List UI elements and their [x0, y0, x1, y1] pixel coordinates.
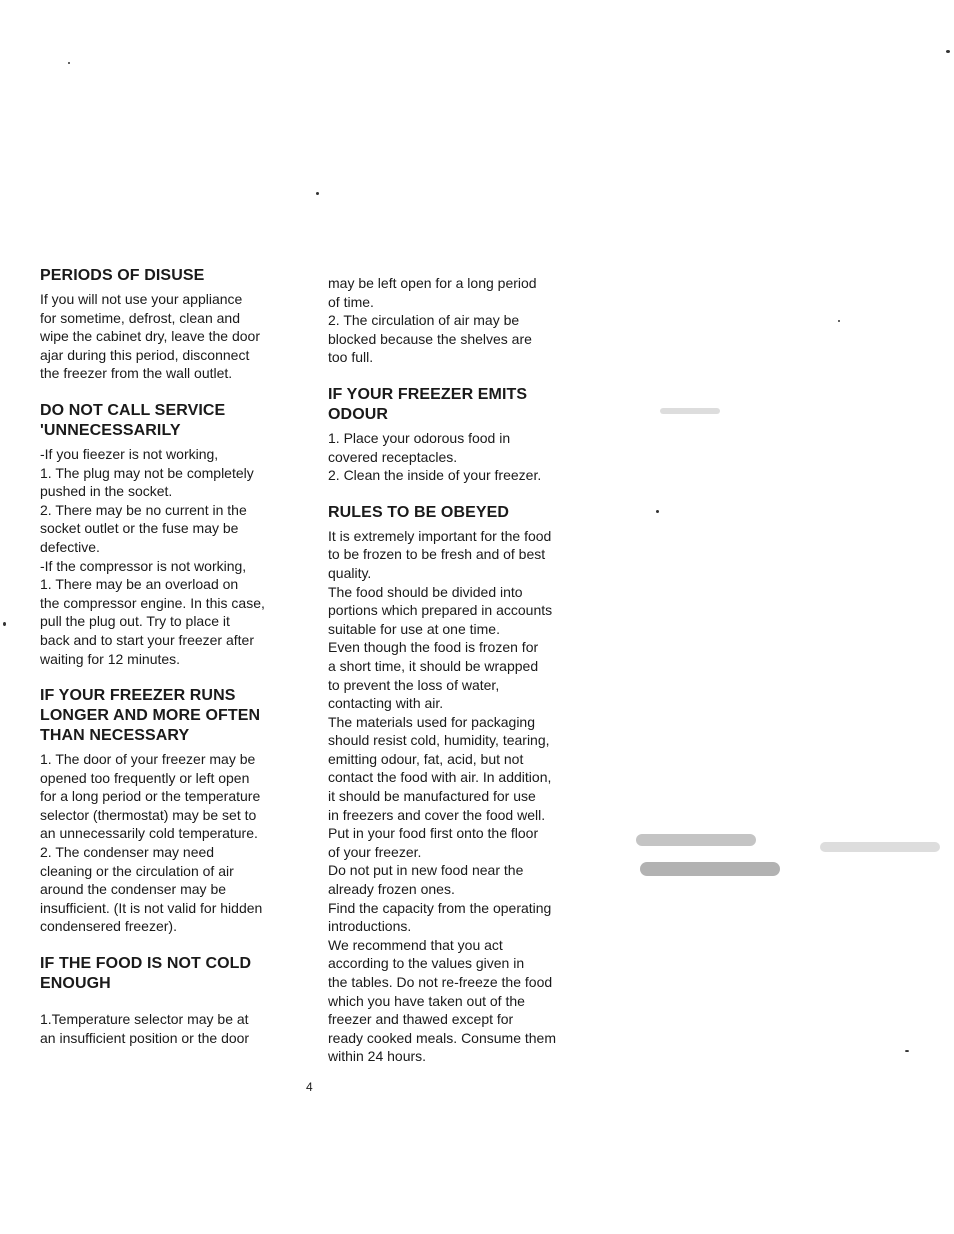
text-line: Do not put in new food near the	[328, 862, 524, 879]
text-line: socket outlet or the fuse may be	[40, 520, 239, 537]
heading-runs-longer	[40, 686, 315, 746]
text-line: which you have taken out of the	[328, 992, 525, 1009]
heading-line: 'UNNECESSARILY	[40, 421, 181, 439]
text-line: The materials used for packaging	[328, 713, 535, 730]
text-line: 1. The plug may not be completely	[40, 464, 254, 481]
heading-line: DO NOT CALL SERVICE	[40, 401, 226, 419]
heading-do-not-call-service	[40, 401, 315, 441]
text-line: If you will not use your appliance	[40, 291, 243, 307]
text-line: of your freezer.	[328, 843, 422, 860]
section-runs-longer	[40, 686, 315, 936]
text-line: 1.Temperature selector may be at	[40, 1011, 249, 1028]
text-line: -If you fieezer is not working,	[40, 445, 219, 462]
section-emits-odour	[328, 385, 598, 485]
page-number: 4	[306, 1080, 313, 1094]
text-line: insufficient. (It is not valid for hidden	[40, 899, 263, 916]
text-line: for sometime, defrost, clean and	[40, 309, 240, 326]
text-line: around the condenser may be	[40, 881, 227, 898]
text-line: contact the food with air. In addition,	[328, 769, 552, 786]
section-periods-of-disuse	[40, 266, 315, 383]
text-line: blocked because the shelves are	[328, 330, 532, 347]
section-rules	[328, 503, 598, 1066]
text-line: 1. The door of your freezer may be	[40, 751, 256, 768]
text-line: should resist cold, humidity, tearing,	[328, 732, 550, 749]
text-line: portions which prepared in accounts	[328, 602, 553, 619]
text-line: within 24 hours.	[328, 1048, 427, 1065]
heading-line: ENOUGH	[40, 975, 111, 993]
text-line: opened too frequently or left open	[40, 769, 250, 786]
text-line: 2. The circulation of air may be	[328, 312, 520, 329]
text-line: waiting for 12 minutes.	[40, 650, 181, 667]
text-line: selector (thermostat) may be set to	[40, 806, 257, 823]
text-line: quality.	[328, 564, 372, 581]
rules-body	[328, 527, 598, 1066]
text-line: Put in your food first onto the floor	[328, 825, 539, 842]
section-food-not-cold	[40, 954, 315, 1047]
text-line: ready cooked meals. Consume them	[328, 1029, 556, 1046]
text-line: We recommend that you act	[328, 936, 503, 953]
text-line: pushed in the socket.	[40, 483, 173, 500]
service-body	[40, 445, 315, 668]
text-line: 1. Place your odorous food in	[328, 429, 511, 446]
text-line: The food should be divided into	[328, 583, 523, 600]
text-line: may be left open for a long period	[328, 275, 537, 291]
text-line: 2. There may be no current in the	[40, 501, 247, 518]
text-line: introductions.	[328, 918, 412, 935]
text-line: covered receptacles.	[328, 448, 458, 465]
text-line: in freezers and cover the food well.	[328, 806, 546, 823]
text-line: defective.	[40, 538, 100, 555]
text-line: of time.	[328, 293, 374, 310]
text-line: pull the plug out. Try to place it	[40, 613, 230, 630]
text-line: Even though the food is frozen for	[328, 639, 539, 656]
heading-line: THAN NECESSARY	[40, 727, 190, 745]
text-line: to be frozen to be fresh and of best	[328, 546, 546, 563]
text-line: cleaning or the circulation of air	[40, 862, 234, 879]
heading-rules: RULES TO BE OBEYED	[328, 503, 510, 521]
text-line: wipe the cabinet dry, leave the door	[40, 328, 260, 345]
heading-line: IF THE FOOD IS NOT COLD	[40, 955, 252, 973]
section-continued	[328, 274, 598, 367]
text-line: ajar during this period, disconnect	[40, 346, 250, 363]
text-line: already frozen ones.	[328, 881, 455, 898]
middle-column	[328, 274, 598, 1066]
heading-periods-of-disuse: PERIODS OF DISUSE	[40, 267, 205, 284]
text-line: a short time, it should be wrapped	[328, 657, 539, 674]
text-line: back and to start your freezer after	[40, 631, 254, 648]
continued-body	[328, 274, 598, 367]
text-line: condensered freezer).	[40, 918, 177, 935]
text-line: it should be manufactured for use	[328, 788, 536, 805]
text-line: 2. The condenser may need	[40, 844, 215, 861]
text-line: according to the values given in	[328, 955, 525, 972]
left-column	[40, 266, 315, 1047]
text-line: contacting with air.	[328, 695, 444, 712]
food-not-cold-body	[40, 1010, 315, 1047]
runs-longer-body	[40, 750, 315, 936]
text-line: -If the compressor is not working,	[40, 557, 247, 574]
text-line: suitable for use at one time.	[328, 620, 500, 637]
text-line: an unnecessarily cold temperature.	[40, 825, 258, 842]
heading-line: ODOUR	[328, 405, 389, 423]
text-line: the tables. Do not re-freeze the food	[328, 974, 553, 990]
heading-line: LONGER AND MORE OFTEN	[40, 707, 261, 725]
text-line: too full.	[328, 349, 374, 366]
odour-body	[328, 429, 598, 485]
text-line: the freezer from the wall outlet.	[40, 365, 233, 382]
section-do-not-call-service	[40, 401, 315, 668]
text-line: for a long period or the temperature	[40, 788, 261, 805]
heading-emits-odour	[328, 385, 598, 425]
text-line: emitting odour, fat, acid, but not	[328, 750, 524, 767]
heading-food-not-cold	[40, 954, 315, 994]
text-line: to prevent the loss of water,	[328, 676, 500, 693]
heading-line: IF YOUR FREEZER RUNS	[40, 687, 236, 705]
text-line: Find the capacity from the operating	[328, 899, 552, 916]
periods-body	[40, 290, 315, 383]
text-line: 1. There may be an overload on	[40, 576, 239, 593]
text-line: It is extremely important for the food	[328, 527, 552, 544]
text-line: 2. Clean the inside of your freezer.	[328, 467, 542, 484]
text-line: an insufficient position or the door	[40, 1029, 250, 1046]
text-line: freezer and thawed except for	[328, 1011, 514, 1028]
heading-line: IF YOUR FREEZER EMITS	[328, 385, 528, 403]
text-line: the compressor engine. In this case,	[40, 594, 265, 611]
